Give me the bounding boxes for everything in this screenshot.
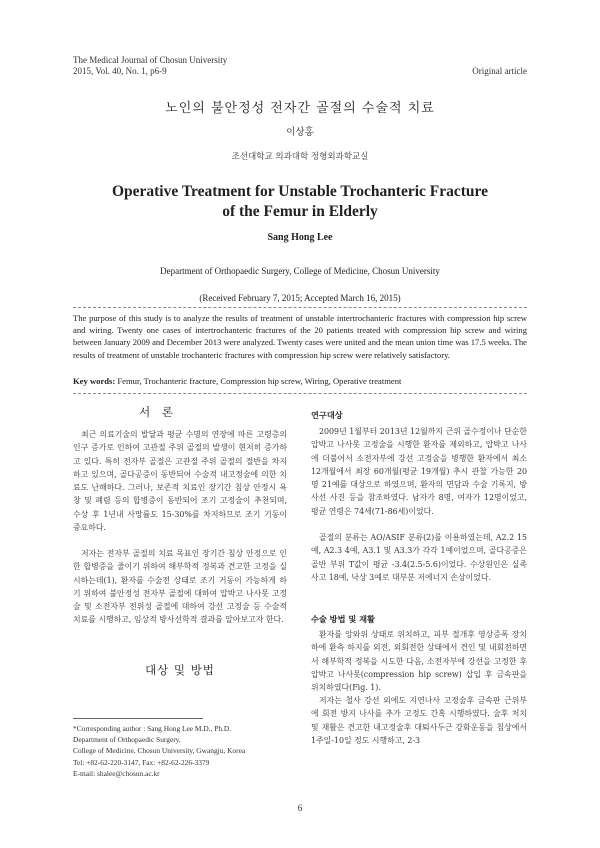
- korean-author: 이상홍: [286, 127, 314, 138]
- abstract-bottom-divider: [73, 393, 527, 394]
- subjects-heading: 연구대상: [311, 410, 343, 420]
- introduction-heading: 서 론: [139, 405, 177, 419]
- methods-heading: 대상 및 방법: [145, 663, 215, 677]
- keywords-label: Key words:: [73, 376, 116, 386]
- footnote-phone: Tel: +82-62-220-3147, Fax: +82-62-226-3379: [73, 757, 210, 767]
- subjects-paragraph-1: 2009년 1월부터 2013년 12월까지 근위 골수정이나 단순한 압박고 나사못 고정술을 시행한 환자를 제외하고, 압박고 나사에 더불어서 소전자부에 강선 고정술을 병행한 환자에서 최소 12개월에서 최장 60개월(평균 19개월) 추시 관찰 가능한 20명 21예를 대상으로 하였으며, 환자의 면담과 수술 기록지, 방사선 사진 등을 참조하였다. 남자가 8명, 여자가 12명이었고, 평균 연령은 74세(71-86세)이었다.: [311, 427, 527, 516]
- surgery-heading: 수술 방법 및 재활: [311, 614, 375, 624]
- received-dates: (Received February 7, 2015; Accepted March 16, 2015): [199, 293, 401, 303]
- keywords: [73, 376, 527, 386]
- journal-citation: 2015, Vol. 40, No. 1, p6-9: [73, 66, 167, 76]
- subjects-paragraph-2: 골절의 분류는 AO/ASIF 분류(2)를 이용하였는데, A2.2 15예, A2.3 4예, A3.1 및 A3.3가 각각 1예이었으며, 골다공증은 골반 부위 T값이 평균 -3.4(2.5-5.6)이었다. 수상원인은 실족사고 18예, 낙상 3예로 대부분 저에너지 손상이었다.: [311, 533, 527, 582]
- abstract-text: The purpose of this study is to analyze the results of treatment of unstable intertrochanteric fractures with compression hip screw and wiring. Twenty one cases of intertrochanteric fractures of the 20 patients treated with compression hip screw and wiring between January 2009 and December 2013 were analyzed. Twenty cases were united and the mean union time was 17.5 weeks. The results of treatment of unstable trochanteric fractures with compression hip screw were relatively satisfactory.: [73, 313, 527, 360]
- english-title: [73, 182, 527, 222]
- footnote-email: E-mail: shalee@chosun.ac.kr: [73, 768, 160, 778]
- introduction-paragraph-2: 저자는 전자부 골절의 치료 목표인 장기간 침상 안정으로 인한 합병증을 줄이기 위하여 해부학적 정복과 견고한 고정을 실시하는데(1), 환자를 수술전 상태로 조기 거동이 가능하게 하기 위하여 불안정성 전자부 골절에 대하여 압박고 나사못 고정술 및 소전자부 전위성 골절에 대하여 강선 고정술 등 수술적 치료를 시행하고, 임상적 방사선학적 결과를 알아보고자 한다.: [73, 549, 287, 625]
- surgery-paragraph-2: 저자는 철사 강선 외에도 지연나사 고정술후 금속판 근위부에 회전 방지 나사를 추가 고정도 간혹 시행하였다. 술후 처치 및 재활은 견고한 내고정술후 대퇴사두근 강화운동을 침상에서 1주일-10일 정도 시행하고, 2-3: [311, 696, 527, 745]
- korean-affiliation: 조선대학교 의과대학 정형외과학교실: [231, 152, 369, 162]
- corresponding-author-footnote: [73, 723, 287, 779]
- english-department: Department of Orthopaedic Surgery, College of Medicine, Chosun University: [160, 266, 440, 276]
- footnote-divider: [73, 718, 203, 719]
- keywords-list: Femur, Trochanteric fracture, Compression hip screw, Wiring, Operative treatment: [117, 376, 402, 386]
- english-title-line2: of the Femur in Elderly: [222, 203, 378, 220]
- article-type: Original article: [472, 66, 527, 76]
- journal-header: [73, 55, 227, 77]
- footnote-department: Department of Orthopaedic Surgery,: [73, 735, 181, 745]
- abstract-top-divider: [73, 307, 527, 308]
- korean-title: 노인의 불안정성 전자간 골절의 수술적 치료: [165, 101, 435, 116]
- footnote-college: College of Medicine, Chosun University, Gwangju, Korea: [73, 746, 246, 756]
- corresponding-author: *Corresponding author : Sang Hong Lee M.D., Ph.D.: [73, 724, 232, 733]
- surgery-paragraph-1: 환자를 앙와위 상태로 위치하고, 피부 절개후 영상증폭 장치하에 환측 하지를 외전, 외회전한 상태에서 견인 및 내회전하면서 해부학적 정복을 시도한 다음, 소전자부에 강선을 고정한 후 압박고 나사못(compression hip screw) 삽입 후 금속판을 위치하였다(Fig. 1).: [311, 630, 527, 693]
- english-author: Sang Hong Lee: [267, 232, 333, 243]
- introduction-paragraph-1: 최근 의료기술의 발달과 평균 수명의 연장에 따른 고령층의 인구 증가로 인하여 고관절 주위 골절의 발생이 현저히 증가하고 있다. 특히 전자부 골절은 고관절 주위 골절의 절반을 차지하고 있으며, 골다공증이 동반되어 수술적 내고정술에 의한 치료도 난해하다. 그러나, 보존적 치료인 장기간 침상 안정시 욕창 및 폐렴 등의 합병증이 동반되어 조기 고정술이 추천되며, 수상 후 1년내 사망률도 15-30%를 차지하므로 조기 기동이 중요하다.: [73, 430, 287, 533]
- journal-name: The Medical Journal of Chosun University: [73, 55, 228, 65]
- page-number: 6: [297, 803, 303, 813]
- english-title-line1: Operative Treatment for Unstable Trochanteric Fracture: [111, 183, 489, 200]
